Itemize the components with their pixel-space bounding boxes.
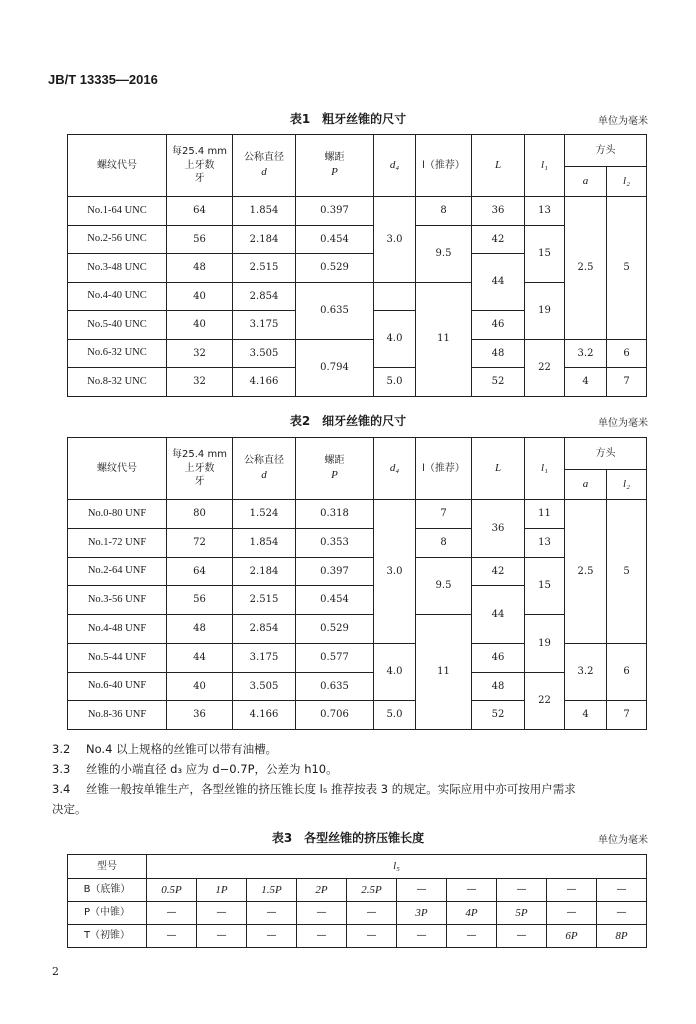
- page-number: 2: [52, 965, 59, 978]
- table-row: B（底锥） 0.5P 1P 1.5P 2P 2.5P — — — — —: [68, 879, 647, 902]
- paragraph-3-3: 3.3 丝锥的小端直径 d₃ 应为 d−0.7P，公差为 h10。: [52, 762, 338, 776]
- paragraph-3-4: 3.4 丝锥一般按单锥生产，各型丝锥的挤压锥长度 l₅ 推荐按表 3 的规定。实际应用中亦可按用户需求: [52, 782, 576, 796]
- table-row: T（初锥） — — — — — — — — 6P 8P: [68, 925, 647, 948]
- paragraph-3-2: 3.2 No.4 以上规格的丝锥可以带有油槽。: [52, 742, 278, 756]
- header-square: 方头: [565, 135, 647, 167]
- table3: [67, 854, 647, 948]
- header-diameter: 公称直径 d: [233, 135, 296, 197]
- header-diameter: 公称直径 d: [233, 438, 296, 500]
- header-d4: d₄: [374, 135, 416, 197]
- table-row: No.2-56 UNC 56 2.184 0.454 9.5 42 15: [68, 225, 647, 254]
- header-l1: l₁: [525, 438, 565, 500]
- table-row: No.2-64 UNF 64 2.184 0.397 9.5 42 15: [68, 557, 647, 586]
- header-l5: l₅: [147, 855, 647, 879]
- header-l: l（推荐）: [416, 438, 472, 500]
- header-l1: l₁: [525, 135, 565, 197]
- table3-unit: 单位为毫米: [598, 835, 648, 846]
- header-thread-code: 螺纹代号: [68, 438, 167, 500]
- table3-caption: 表3 各型丝锥的挤压锥长度: [271, 831, 425, 845]
- standard-code: JB/T 13335—2016: [48, 72, 158, 87]
- table2-unit: 单位为毫米: [598, 418, 648, 429]
- header-l2: l₂: [607, 167, 647, 197]
- table-row: P（中锥） — — — — — 3P 4P 5P — —: [68, 902, 647, 925]
- table-row: No.1-64 UNC 64 1.854 0.397 3.0 8 36 13 2.5 5: [68, 197, 647, 226]
- table1: [67, 134, 647, 397]
- header-thread-code: 螺纹代号: [68, 135, 167, 197]
- table2-caption: 表2 细牙丝锥的尺寸: [289, 414, 407, 428]
- table-row: No.3-56 UNF 56 2.515 0.454 44: [68, 586, 647, 615]
- table-row: No.0-80 UNF 80 1.524 0.318 3.0 7 36 11 2.5 5: [68, 500, 647, 529]
- table-row: No.6-40 UNF 40 3.505 0.635 48 22: [68, 672, 647, 701]
- header-l: l（推荐）: [416, 135, 472, 197]
- table-row: No.5-44 UNF 44 3.175 0.577 4.0 46 3.2 6: [68, 643, 647, 672]
- table-row: No.4-40 UNC 40 2.854 0.635 11 19: [68, 282, 647, 311]
- table-row: No.8-36 UNF 36 4.166 0.706 5.0 52 4 7: [68, 701, 647, 730]
- table-row: No.6-32 UNC 32 3.505 0.794 48 22 3.2 6: [68, 339, 647, 368]
- table2: [67, 437, 647, 730]
- header-square: 方头: [565, 438, 647, 470]
- header-a: a: [565, 470, 607, 500]
- header-a: a: [565, 167, 607, 197]
- table1-unit: 单位为毫米: [598, 116, 648, 127]
- paragraph-3-4-cont: 决定。: [52, 802, 87, 816]
- table1-caption: 表1 粗牙丝锥的尺寸: [289, 112, 407, 126]
- header-L: L: [472, 135, 525, 197]
- header-type: 型号: [68, 855, 147, 879]
- table-row: No.1-72 UNF 72 1.854 0.353 8 13: [68, 528, 647, 557]
- header-tpi: 每25.4 mm 上牙数 牙: [167, 438, 233, 500]
- header-d4: d₄: [374, 438, 416, 500]
- header-l2: l₂: [607, 470, 647, 500]
- table-row: No.4-48 UNF 48 2.854 0.529 11 19: [68, 615, 647, 644]
- table-row: No.8-32 UNC 32 4.166 5.0 52 4 7: [68, 368, 647, 397]
- table-row: No.5-40 UNC 40 3.175 4.0 46: [68, 311, 647, 340]
- header-pitch: 螺距 P: [296, 438, 374, 500]
- header-L: L: [472, 438, 525, 500]
- table-row: No.3-48 UNC 48 2.515 0.529 44: [68, 254, 647, 283]
- header-tpi: 每25.4 mm 上牙数 牙: [167, 135, 233, 197]
- header-pitch: 螺距 P: [296, 135, 374, 197]
